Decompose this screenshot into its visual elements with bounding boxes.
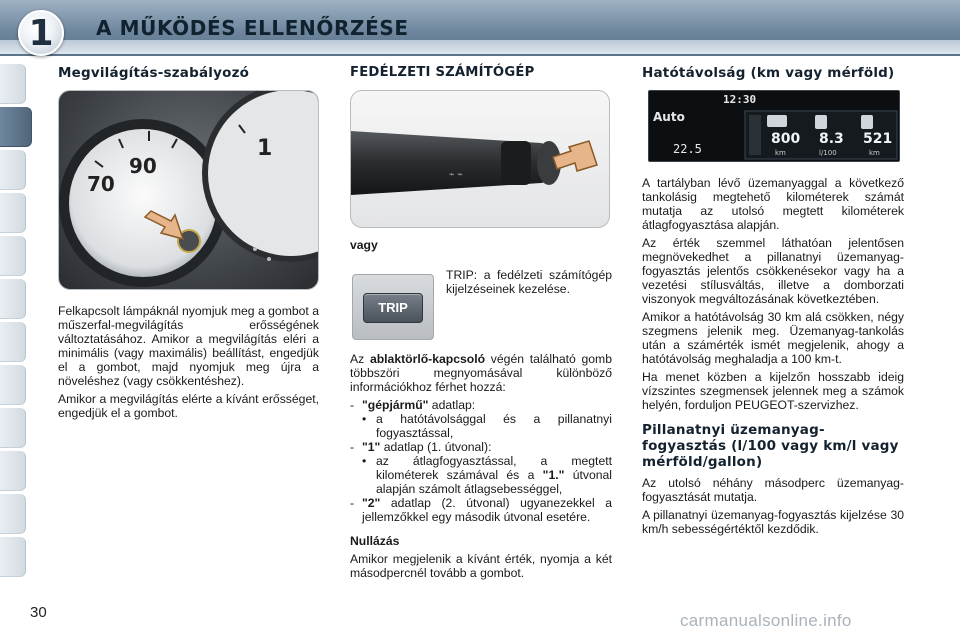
gauge-label-70: 70 [87,172,115,196]
chapter-badge: 1 [18,10,64,56]
intro-bold-term: ablaktörlő-kapcsoló [369,352,486,366]
trip-description: TRIP: a fedélzeti számítógép kijelzéseinek kezelése. [446,268,612,296]
fuel-pump-icon [861,115,873,129]
list-dash: - [350,398,355,412]
range-paragraph-3: Amikor a hatótávolság 30 km alá csökken, négy szegmens jelenik meg. Üzemanyag-tankolás után a számérték ismét megjelenik, ahogy a hatótávolság meghaladja a 100 km-t. [642,310,904,366]
section-heading-trip-computer: FEDÉLZETI SZÁMÍTÓGÉP [350,65,535,80]
pointer-arrow-icon [553,141,597,171]
chapter-tab[interactable] [0,451,26,491]
bullet-text-start: az átlagfogyasztással, a megtett kilométerek számával és a [376,454,612,482]
display-range-value: 800 [771,131,801,147]
list-item-label: "2" [362,496,381,510]
display-unit-1: km [775,149,786,157]
list-item-text: adatlap (2. útvonal) ugyanezekkel a jellemzőkkel egy második útvonal esetére. [362,496,612,524]
car-icon [767,115,787,127]
fuel-pump-icon [815,115,827,129]
section-heading-consumption: Pillanatnyi üzemanyag-fogyasztás (l/100 vagy km/l vagy mérföld/gallon) [642,422,899,470]
section-heading-lighting: Megvilágítás-szabályozó [58,65,250,81]
chapter-tab[interactable] [0,150,26,190]
chapter-tab[interactable] [0,494,26,534]
svg-text:⌁ ⌁: ⌁ ⌁ [449,170,463,180]
chapter-tab-active[interactable] [0,107,32,147]
reset-heading: Nullázás [350,534,400,548]
trip-intro [350,352,612,394]
bullet-icon: • [362,412,367,426]
trip-button[interactable]: TRIP [363,293,423,323]
list-item-vehicle [350,398,612,412]
list-item-text: adatlap (1. útvonal): [380,440,492,454]
display-mode: Auto [653,110,685,124]
list-item-label: "1" [362,440,381,454]
middle-column [350,66,612,580]
bullet-text-end: útvonal alapján számolt átlagsebességgel, [376,468,613,496]
display-unit-3: km [869,149,880,157]
wiper-stalk-photo [350,90,610,228]
page-number: 30 [30,604,47,621]
display-consumption-value: 8.3 [819,131,844,147]
watermark[interactable]: carmanualsonline.info [680,611,852,630]
bullet-item-range [350,412,612,440]
gauge-label-90: 90 [129,154,157,178]
right-column [642,66,904,540]
display-distance-value: 521 [863,131,893,147]
trip-button-photo [352,274,434,340]
consumption-paragraph-1: Az utolsó néhány másodperc üzemanyag-fogyasztását mutatja. [642,476,904,504]
lighting-paragraph-2: Amikor a megvilágítás elérte a kívánt erősséget, engedjük el a gombot. [58,392,319,420]
header-strip [0,40,960,54]
multifunction-display-photo [648,90,900,162]
list-item-trip-2 [350,496,612,524]
chapter-tab[interactable] [0,193,26,233]
display-illustration [649,91,900,162]
list-dash: - [350,440,355,454]
display-time: 12:30 [723,93,757,106]
wiper-stalk-illustration [351,91,610,228]
range-paragraph-1: A tartályban lévő üzemanyaggal a következő tankolásig megtehető kilométerek számát mutatja az utolsó megtett kilométerek átlagfogyasztása alapján. [642,176,904,232]
display-unit-2: l/100 [819,149,837,157]
chapter-tab[interactable] [0,236,26,276]
bullet-bold-term: "1." [542,468,565,482]
range-paragraph-4: Ha menet közben a kijelzőn hosszabb ideig vízszintes szegmensek jelennek meg a számok helyén, forduljon PEUGEOT-szervizhez. [642,370,904,412]
consumption-paragraph-2: A pillanatnyi üzemanyag-fogyasztás kijelzése 30 km/h sebességértéktől kezdődik. [642,508,904,536]
page-title: A MŰKÖDÉS ELLENŐRZÉSE [96,16,409,40]
list-item-label: "gépjármű" [362,398,429,412]
bullet-icon: • [362,454,367,468]
section-heading-range: Hatótávolság (km vagy mérföld) [642,65,895,81]
list-dash: - [350,496,355,510]
list-item-trip-1 [350,440,612,454]
chapter-tab[interactable] [0,365,26,405]
chapter-tab[interactable] [0,408,26,448]
range-paragraph-2: Az érték szemmel láthatóan jelentősen megnövekedhet a pillanatnyi üzemanyag-fogyasztás jelentős csökkenésekor vagy ha a vezetési stílusváltás, illetve a domborzati viszonyok megváltozásának következtében. [642,236,904,306]
chapter-tab[interactable] [0,537,26,577]
page-header [0,0,960,56]
chapter-tab[interactable] [0,279,26,319]
display-temperature: 22.5 [673,142,702,156]
bullet-item-average [350,454,612,496]
chapter-tab[interactable] [0,64,26,104]
dashboard-photo [58,90,319,290]
bullet-text: a hatótávolsággal és a pillanatnyi fogyasztással, [376,412,612,440]
list-item-text: adatlap: [428,398,476,412]
left-column [58,66,319,424]
dashboard-illustration [59,91,319,290]
gauge-label-1: 1 [257,136,273,161]
lighting-paragraph-1: Felkapcsolt lámpáknál nyomjuk meg a gombot a műszerfal-megvilágítás erősségének változtatásához. Amikor a megvilágítás eléri a minimális (vagy maximális) beállítást, engedjük el a gombot, majd nyomjuk meg újra a növeléshez (vagy csökkentéshez). [58,304,319,388]
trip-row [350,268,612,338]
reset-text: Amikor megjelenik a kívánt érték, nyomja a két másodpercnél tovább a gombot. [350,552,612,580]
intro-text-end: végén található gomb többszöri megnyomásával különböző információkhoz férhet hozzá: [350,352,612,394]
chapter-tabs [0,64,34,574]
chapter-tab[interactable] [0,322,26,362]
or-label: vagy [350,238,378,252]
intro-text-start: Az [350,352,370,366]
